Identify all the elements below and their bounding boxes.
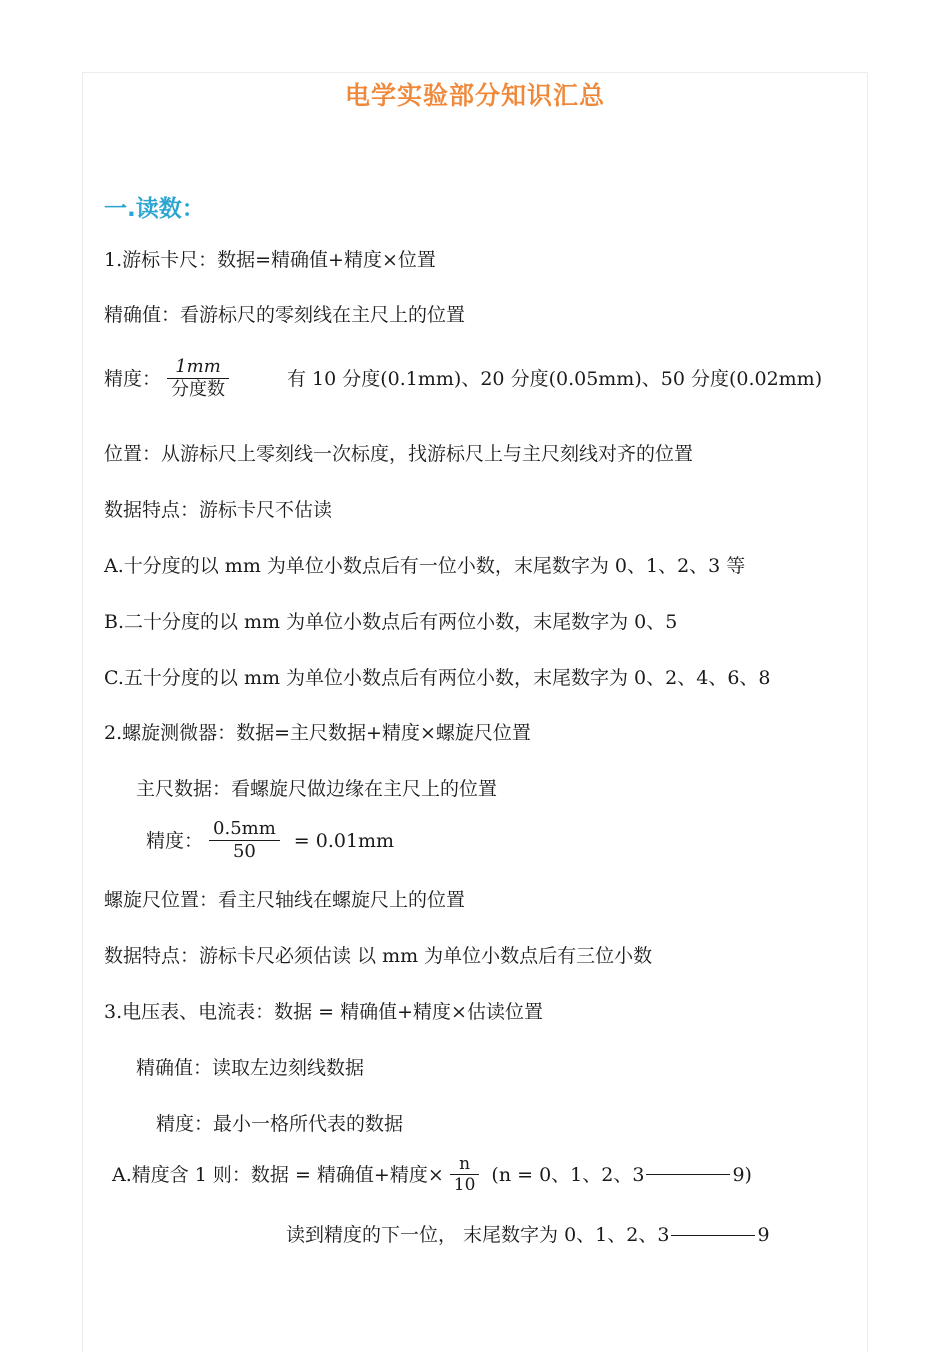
n-over-ten-fraction [450,1154,480,1195]
n-range-end: 9) [732,1163,752,1186]
meter-exact-value: 精确值：读取左边刻线数据 [136,1057,365,1079]
fraction-denominator: 分度数 [171,379,226,400]
ten-division-rule: A.十分度的以 mm 为单位小数点后有一位小数，末尾数字为 0、1、2、3 等 [104,555,746,577]
fraction-denominator: 50 [232,841,256,862]
fraction-denominator: 10 [453,1175,476,1195]
micrometer-data-feature: 数据特点：游标卡尺必须估读 以 mm 为单位小数点后有三位小数 [104,945,653,967]
precision-label: 精度： [146,829,204,852]
micrometer-position: 螺旋尺位置：看主尺轴线在螺旋尺上的位置 [104,889,466,911]
precision-divisions: 有 10 分度(0.1mm)、20 分度(0.05mm)、50 分度(0.02mm) [287,367,823,390]
n-range-start: (n = 0、1、2、3 [491,1163,645,1186]
meter-precision: 精度：最小一格所代表的数据 [156,1113,404,1135]
next-digit-text: 读到精度的下一位， 末尾数字为 0、1、2、3 [286,1224,670,1246]
next-digit-end: 9 [757,1224,770,1246]
next-digit-rule [286,1222,770,1248]
micrometer-formula: 2.螺旋测微器：数据=主尺数据+精度×螺旋尺位置 [104,722,531,744]
precision-one-text: A.精度含 1 则：数据 = 精确值+精度× [112,1163,444,1186]
twenty-division-rule: B.二十分度的以 mm 为单位小数点后有两位小数，末尾数字为 0、5 [104,611,678,633]
vernier-precision-line [104,356,822,401]
meter-formula: 3.电压表、电流表：数据 = 精确值+精度×估读位置 [104,1001,543,1023]
page-title: 电学实验部分知识汇总 [344,81,605,110]
section-heading-reading: 一.读数： [104,196,205,222]
vernier-data-feature: 数据特点：游标卡尺不估读 [104,499,333,521]
vernier-caliper-formula: 1.游标卡尺：数据=精确值+精度×位置 [104,249,436,271]
range-dash [671,1235,755,1236]
fraction-numerator: 1mm [175,356,221,377]
fifty-division-rule: C.五十分度的以 mm 为单位小数点后有两位小数，末尾数字为 0、2、4、6、8 [104,667,771,689]
vernier-position: 位置：从游标尺上零刻线一次标度，找游标尺上与主尺刻线对齐的位置 [104,443,694,465]
micrometer-fraction [209,818,280,863]
precision-fraction [167,356,229,401]
precision-label: 精度： [104,367,162,390]
precision-one-rule [112,1154,752,1195]
micrometer-main-scale: 主尺数据：看螺旋尺做边缘在主尺上的位置 [136,778,498,800]
fraction-numerator: n [459,1154,471,1174]
range-dash [646,1174,730,1175]
vernier-exact-value: 精确值：看游标尺的零刻线在主尺上的位置 [104,304,466,326]
fraction-numerator: 0.5mm [213,818,276,839]
micrometer-precision-value: = 0.01mm [293,829,395,852]
micrometer-precision-line [146,818,394,863]
